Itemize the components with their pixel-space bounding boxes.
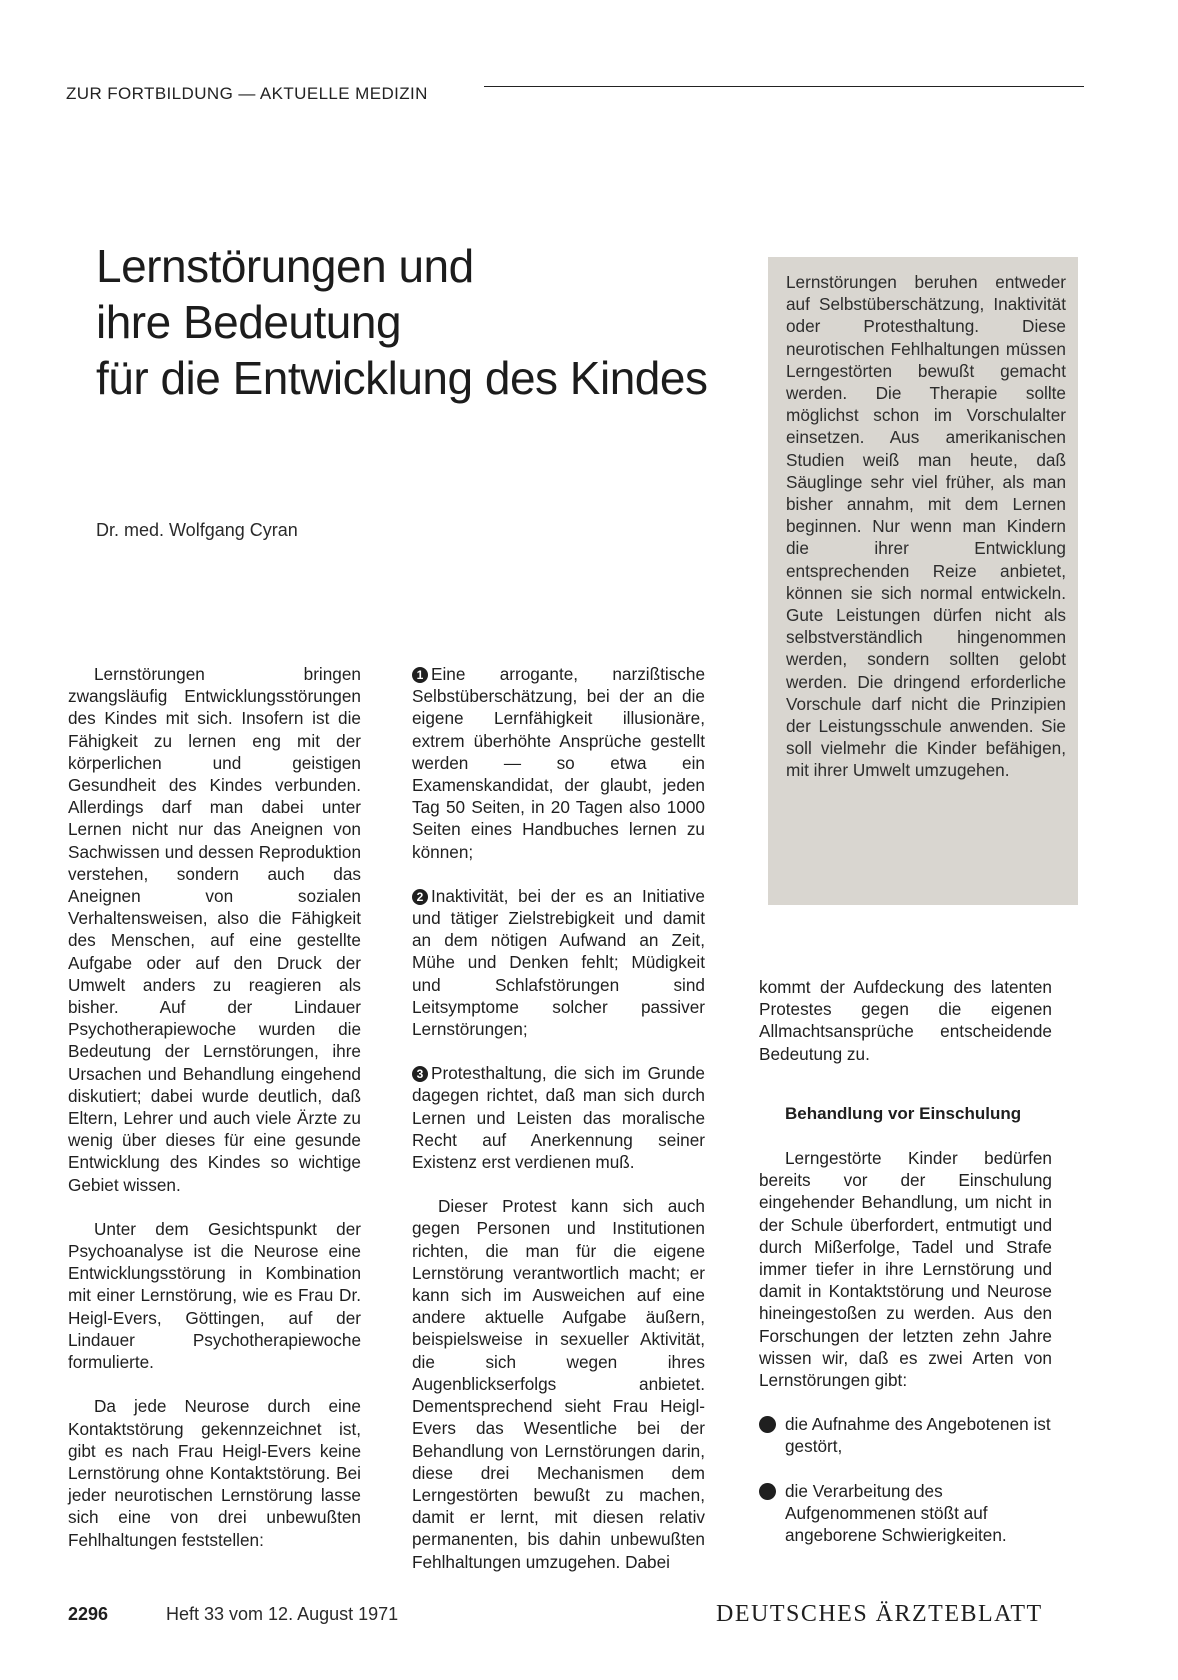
bullet-item-2: [759, 1480, 1052, 1547]
summary-text: Lernstörungen beruhen entweder auf Selbstüberschätzung, Inaktivität oder Protesthaltung. Diese neurotischen Fehlhaltungen müssen Lerngestörten bewußt gemacht werden. Die Therapie sollte möglichst schon im Vorschulalter einsetzen. Aus amerikanischen Studien weiß man heute, daß Säuglinge sehr viel früher, als man bisher annahm, mit dem Lernen beginnen. Nur wenn man Kindern die ihrer Entwicklung entsprechenden Reize anbietet, können sie sich normal entwickeln. Gute Leistungen dürfen nicht als selbstverständlich hingenommen werden, sondern sollten gelobt werden. Die dringend erforderliche Vorschule darf nicht die Prinzipien der Leistungsschule anwenden. Sie soll vielmehr die Kinder befähigen, mit ihrer Umwelt umzugehen.: [786, 272, 1066, 781]
journal-name: DEUTSCHES ÄRZTEBLATT: [716, 1601, 1043, 1627]
bullet-icon: [759, 1416, 776, 1433]
column-1: [68, 663, 361, 1573]
paragraph: Lerngestörte Kinder bedürfen bereits vor der Einschulung eingehender Behandlung, um nicht in der Schule überfordert, entmutigt und durch Mißerfolge, Tadel und Strafe immer tiefer in ihre Lernstörung und damit in Kontaktstörung und Neurose hineingestoßen zu werden. Aus den Forschungen der letzten zehn Jahre wissen wir, daß es zwei Arten von Lernstörungen gibt:: [759, 1148, 1052, 1391]
running-head: ZUR FORTBILDUNG — AKTUELLE MEDIZIN: [66, 84, 428, 103]
numbered-item-text: Protesthaltung, die sich im Grunde dagegen richtet, daß man sich durch Lernen und Leisten das moralische Recht auf Anerkennung seiner Existenz erst verdienen muß.: [412, 1063, 705, 1173]
header-rule: [484, 86, 1084, 87]
bullet-text: die Verarbeitung des Aufgenommenen stößt auf angeborene Schwierigkeiten.: [785, 1480, 1007, 1546]
bullet-text: die Aufnahme des Angebotenen ist gestört,: [785, 1414, 1051, 1457]
number-3-icon: 3: [412, 1066, 428, 1082]
title-line-3: für die Entwicklung des Kindes: [96, 352, 708, 404]
section-subheading: Behandlung vor Einschulung: [785, 1103, 1022, 1123]
numbered-item-3: [412, 1062, 705, 1173]
issue-info: Heft 33 vom 12. August 1971: [166, 1604, 399, 1624]
summary-box: [768, 257, 1078, 905]
numbered-item-text: Eine arrogante, narzißtische Selbstüberschätzung, bei der an die eigene Lernfähigkeit illusionäre, extrem überhöhte Ansprüche gestellt werden — so etwa ein Examenskandidat, der glaubt, jeden Tag 50 Seiten, in 20 Tagen also 1000 Seiten eines Handbuches lernen zu können;: [412, 664, 705, 862]
paragraph: Dieser Protest kann sich auch gegen Personen und Institutionen richten, die man für die eigene Lernstörung verantwortlich macht; er kann sich im Ausweichen auf eine andere aktuelle Aufgabe äußern, beispielsweise in sexueller Aktivität, die sich wegen ihres Augenblickserfolgs anbietet. Dementsprechend sieht Frau Heigl-Evers das Wesentliche bei der Behandlung von Lernstörungen darin, diese drei Mechanismen dem Lerngestörten bewußt zu machen, damit er lernt, mit diesen relativ permanenten, bis dahin unbewußten Fehlhaltungen umzugehen. Dabei: [412, 1196, 705, 1572]
numbered-item-text: Inaktivität, bei der es an Initiative und tätiger Zielstrebigkeit und damit an dem nötigen Aufwand an Zeit, Mühe und Denken fehlt; Müdigkeit und Schlafstörungen sind Leitsymptome solcher passiver Lernstörungen;: [412, 885, 705, 1040]
title-line-2: ihre Bedeutung: [96, 296, 402, 348]
paragraph: Lernstörungen bringen zwangsläufig Entwicklungsstörungen des Kindes mit sich. Insofern ist die Fähigkeit zu lernen eng mit der körperlichen und geistigen Gesundheit des Kindes verbunden. Allerdings darf man dabei unter Lernen nicht nur das Aneignen von Sachwissen und dessen Reproduktion verstehen, sondern auch das Aneignen von sozialen Verhaltensweisen, also die Fähigkeit des Menschen, auf eine gestellte Aufgabe oder auf den Druck der Umwelt anders zu reagieren als bisher. Auf der Lindauer Psychotherapiewoche wurden die Bedeutung der Lernstörungen, ihre Ursachen und Behandlung eingehend diskutiert; dabei wurde deutlich, daß Eltern, Lehrer und auch viele Ärzte zu wenig über dieses für eine gesunde Entwicklung des Kindes so wichtige Gebiet wissen.: [68, 664, 361, 1195]
column-3: [759, 976, 1052, 1568]
author-byline: Dr. med. Wolfgang Cyran: [96, 520, 298, 540]
number-1-icon: 1: [412, 667, 428, 683]
bullet-icon: [759, 1483, 776, 1500]
title-line-1: Lernstörungen und: [96, 240, 474, 292]
paragraph: Unter dem Gesichtspunkt der Psychoanalyse ist die Neurose eine Entwicklungsstörung in Kombination mit einer Lernstörung, wie es Frau Dr. Heigl-Evers, Göttingen, auf der Lindauer Psychotherapiewoche formulierte.: [68, 1218, 361, 1373]
paragraph: Da jede Neurose durch eine Kontaktstörung gekennzeichnet ist, gibt es nach Frau Heigl-Evers keine Lernstörung ohne Kontaktstörung. Bei jeder neurotischen Lernstörung lasse sich eine von drei unbewußten Fehlhaltungen feststellen:: [68, 1396, 361, 1550]
article-title: [96, 238, 736, 406]
numbered-item-1: [412, 663, 705, 863]
paragraph-continued: kommt der Aufdeckung des latenten Protestes gegen die eigenen Allmachtsansprüche entscheidende Bedeutung zu.: [759, 977, 1052, 1064]
bullet-item-1: [759, 1413, 1052, 1457]
numbered-item-2: [412, 885, 705, 1040]
page-number: 2296: [68, 1604, 109, 1624]
column-2: [412, 663, 705, 1595]
number-2-icon: 2: [412, 889, 428, 905]
